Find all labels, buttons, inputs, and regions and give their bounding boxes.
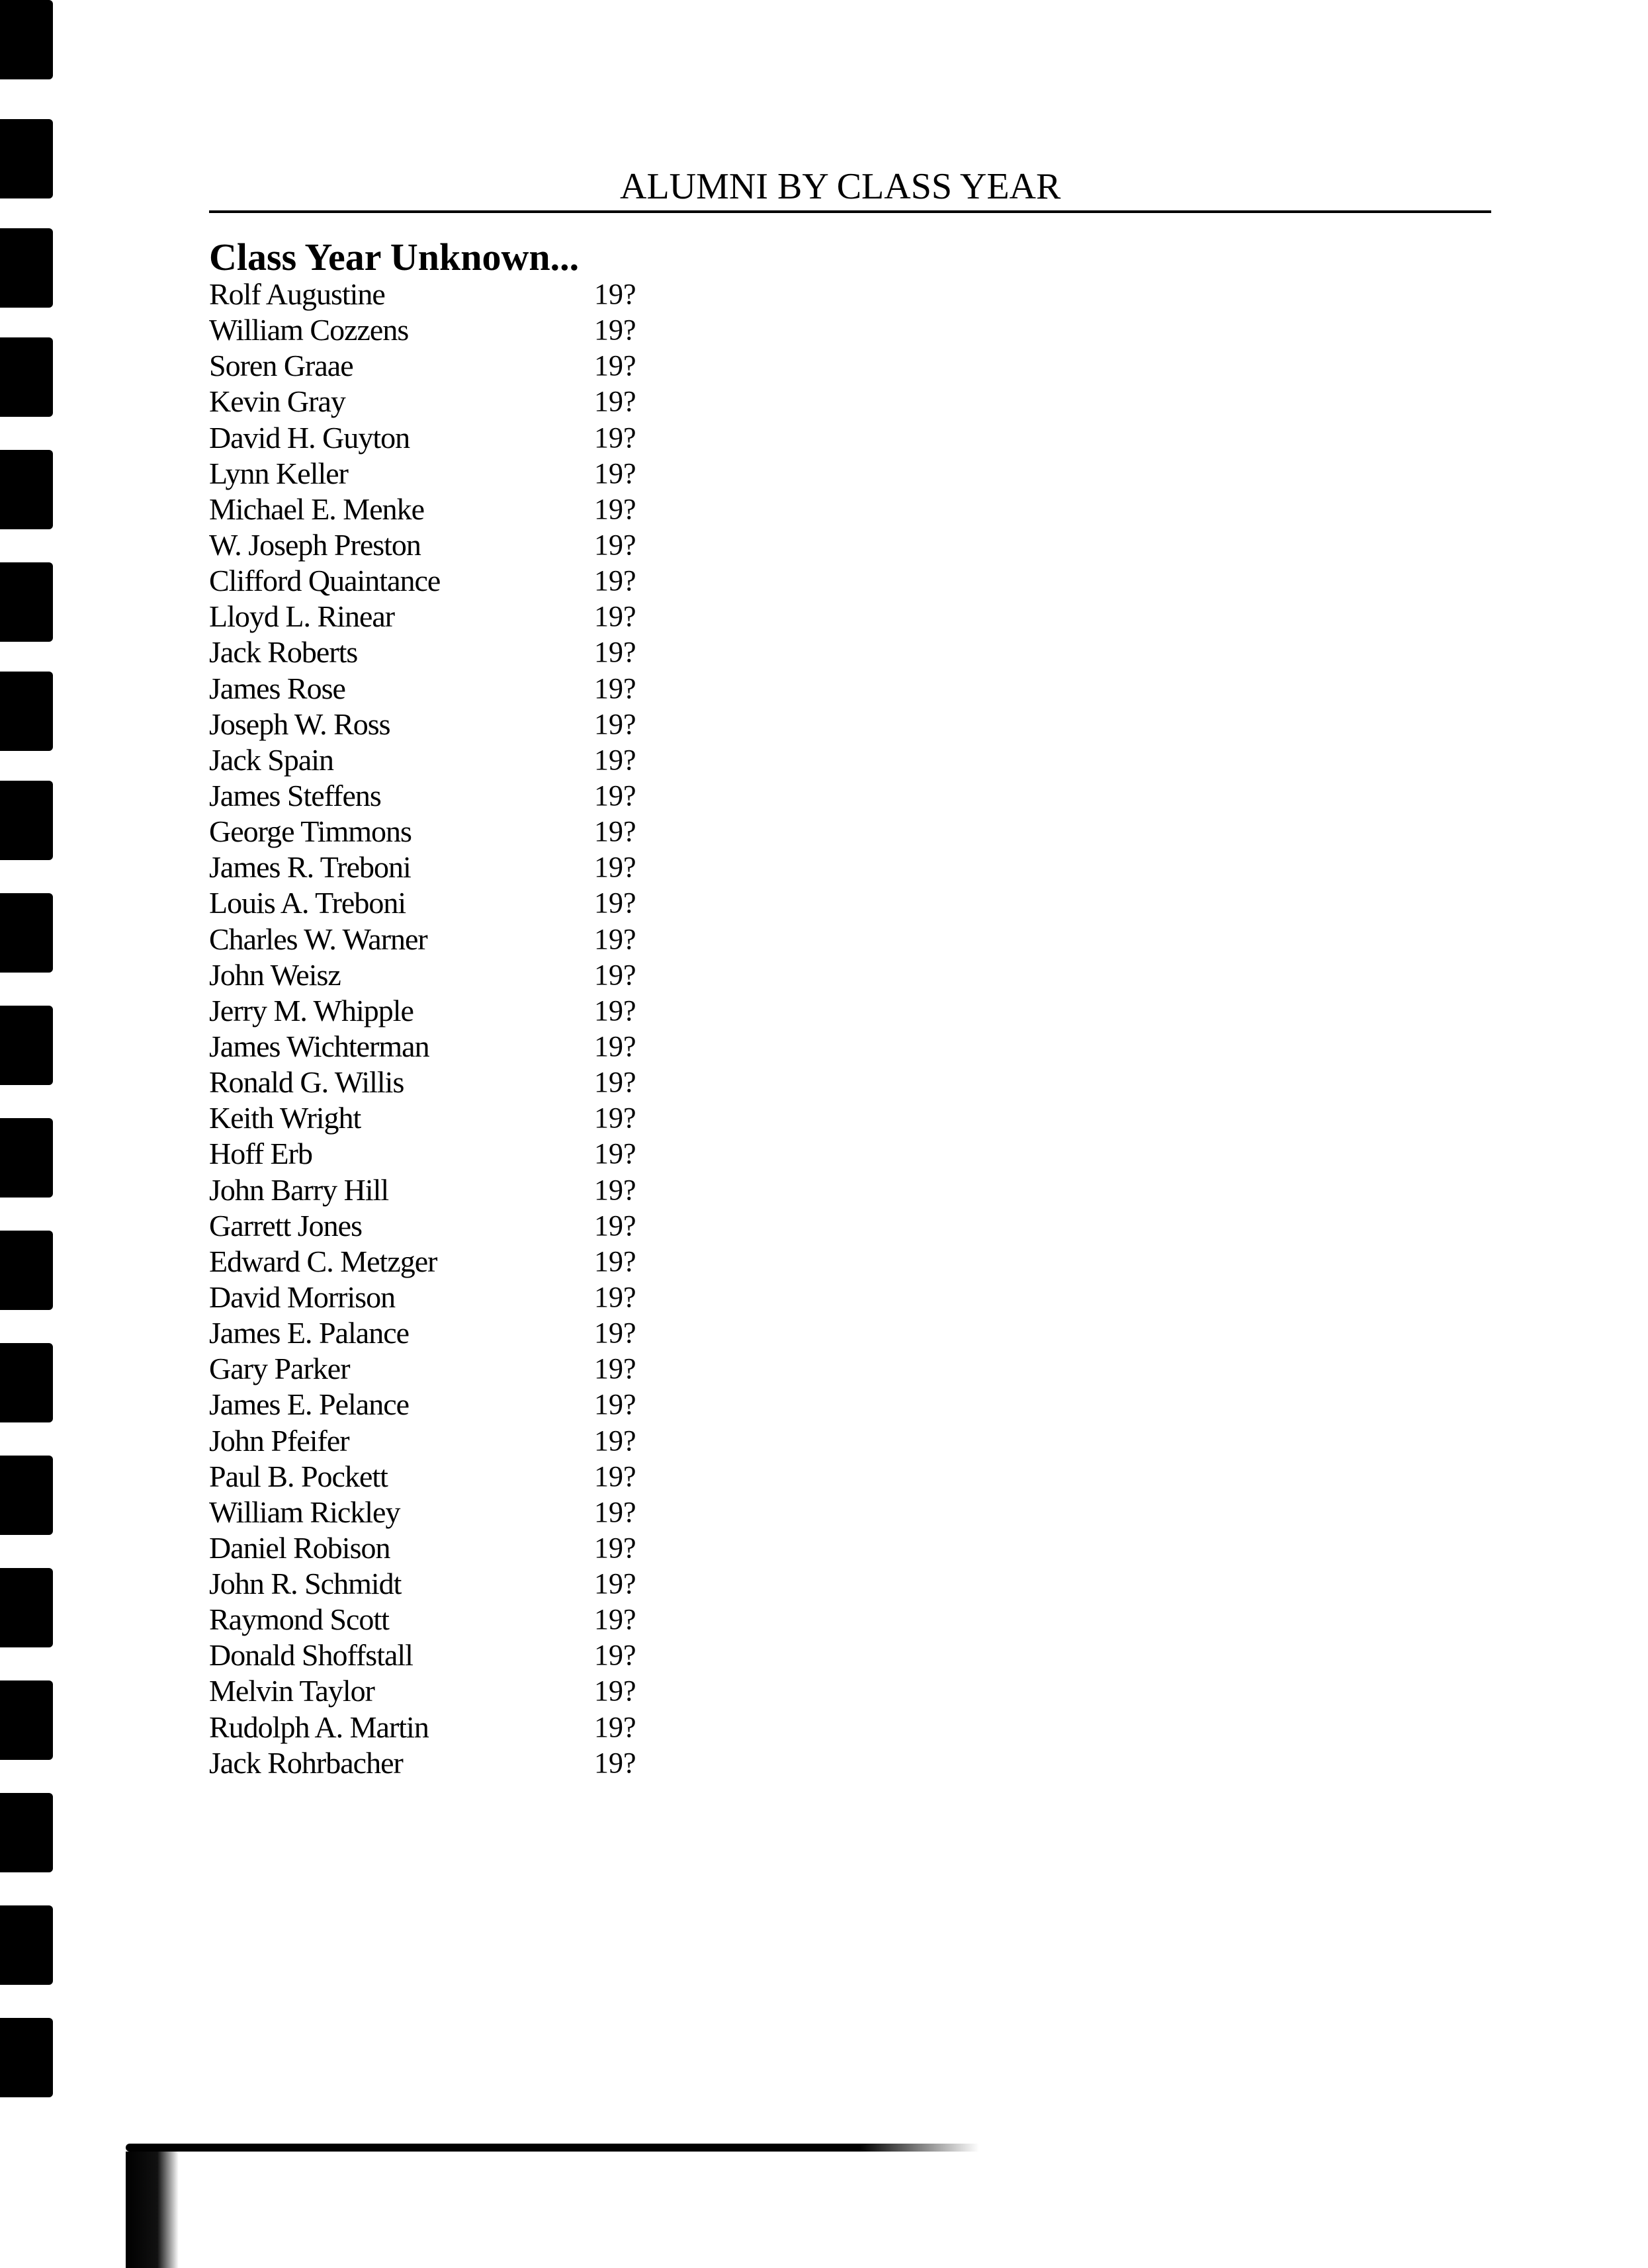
binding-hole [0, 1456, 53, 1535]
alumni-name: James E. Pelance [209, 1387, 410, 1422]
list-item [209, 527, 672, 563]
alumni-name: George Timmons [209, 814, 412, 849]
header-rule [209, 210, 1491, 213]
list-item [209, 1566, 672, 1602]
class-year: 19? [594, 314, 636, 347]
list-item [209, 1710, 672, 1745]
binding-hole [0, 1793, 53, 1872]
list-item [209, 1495, 672, 1530]
binding-hole [0, 228, 53, 308]
class-year: 19? [594, 278, 636, 310]
binding-hole [0, 337, 53, 417]
alumni-list [209, 277, 672, 1781]
spiral-binding [0, 0, 73, 2268]
class-year: 19? [594, 1209, 636, 1242]
class-year: 19? [594, 1710, 636, 1743]
page-bottom-edge-fade [860, 2144, 979, 2152]
list-item [209, 1530, 672, 1566]
class-year: 19? [594, 385, 636, 418]
class-year: 19? [594, 492, 636, 525]
list-item [209, 456, 672, 492]
alumni-name: Donald Shoffstall [209, 1638, 413, 1673]
list-item [209, 1280, 672, 1315]
binding-hole [0, 1006, 53, 1085]
class-year: 19? [594, 1531, 636, 1564]
class-year: 19? [594, 743, 636, 776]
binding-hole [0, 1118, 53, 1198]
list-item [209, 885, 672, 921]
alumni-name: Hoff Erb [209, 1137, 312, 1171]
alumni-name: James Wichterman [209, 1029, 429, 1063]
alumni-name: Jerry M. Whipple [209, 993, 413, 1027]
alumni-name: James R. Treboni [209, 850, 411, 885]
binding-hole [0, 2018, 53, 2097]
list-item [209, 778, 672, 814]
alumni-name: Louis A. Treboni [209, 886, 406, 920]
list-item [209, 1244, 672, 1280]
binding-hole [0, 1568, 53, 1647]
list-item [209, 1172, 672, 1208]
class-year: 19? [594, 1280, 636, 1313]
alumni-name: Gary Parker [209, 1352, 350, 1386]
alumni-name: Rolf Augustine [209, 277, 385, 311]
class-year: 19? [594, 564, 636, 597]
class-year: 19? [594, 1137, 636, 1170]
alumni-name: Joseph W. Ross [209, 707, 390, 741]
page-bottom-edge [126, 2144, 973, 2152]
alumni-name: Lynn Keller [209, 456, 348, 490]
alumni-name: James Steffens [209, 778, 381, 812]
list-item [209, 993, 672, 1029]
list-item [209, 420, 672, 456]
binding-hole [0, 1343, 53, 1422]
list-item [209, 1315, 672, 1351]
alumni-name: Jack Roberts [209, 635, 358, 670]
alumni-name: William Cozzens [209, 313, 409, 347]
list-item [209, 1423, 672, 1459]
binding-hole [0, 781, 53, 860]
alumni-name: Paul B. Pockett [209, 1459, 388, 1493]
class-year: 19? [594, 1746, 636, 1779]
alumni-name: John R. Schmidt [209, 1567, 402, 1601]
class-year: 19? [594, 421, 636, 454]
class-year: 19? [594, 1424, 636, 1457]
alumni-name: Melvin Taylor [209, 1674, 374, 1708]
alumni-name: Daniel Robison [209, 1530, 390, 1565]
list-item [209, 634, 672, 670]
binding-hole [0, 893, 53, 973]
alumni-name: Lloyd L. Rinear [209, 599, 395, 634]
alumni-name: David Morrison [209, 1280, 396, 1314]
list-item [209, 348, 672, 384]
list-item [209, 1100, 672, 1136]
class-year: 19? [594, 600, 636, 633]
alumni-name: Jack Spain [209, 742, 334, 777]
class-year: 19? [594, 887, 636, 920]
list-item [209, 707, 672, 742]
alumni-name: Charles W. Warner [209, 922, 427, 956]
class-year: 19? [594, 457, 636, 490]
alumni-name: John Weisz [209, 957, 341, 992]
class-year: 19? [594, 1567, 636, 1600]
alumni-name: William Rickley [209, 1495, 400, 1529]
class-year: 19? [594, 779, 636, 812]
list-item [209, 1351, 672, 1387]
alumni-name: John Pfeifer [209, 1423, 349, 1458]
class-year: 19? [594, 994, 636, 1027]
class-year: 19? [594, 528, 636, 561]
class-year: 19? [594, 672, 636, 705]
list-item [209, 1602, 672, 1637]
list-item [209, 384, 672, 419]
class-year: 19? [594, 1102, 636, 1135]
list-item [209, 1208, 672, 1244]
class-year: 19? [594, 815, 636, 848]
class-year: 19? [594, 1675, 636, 1708]
list-item [209, 742, 672, 778]
binding-hole [0, 450, 53, 529]
class-year: 19? [594, 851, 636, 884]
alumni-name: Garrett Jones [209, 1208, 362, 1243]
binding-hole [0, 1231, 53, 1310]
alumni-name: Michael E. Menke [209, 492, 425, 526]
binding-hole [0, 562, 53, 642]
alumni-name: Jack Rohrbacher [209, 1745, 403, 1780]
list-item [209, 922, 672, 957]
class-year: 19? [594, 1066, 636, 1099]
list-item [209, 814, 672, 850]
list-item [209, 1136, 672, 1172]
list-item [209, 957, 672, 993]
alumni-name: W. Joseph Preston [209, 527, 421, 562]
list-item [209, 1387, 672, 1422]
class-year: 19? [594, 922, 636, 955]
binding-hole [0, 672, 53, 751]
list-item [209, 563, 672, 599]
list-item [209, 1637, 672, 1673]
class-year: 19? [594, 1173, 636, 1206]
list-item [209, 850, 672, 885]
section-heading: Class Year Unknown... [209, 236, 580, 279]
alumni-name: Keith Wright [209, 1101, 361, 1135]
class-year: 19? [594, 1317, 636, 1350]
class-year: 19? [594, 636, 636, 669]
list-item [209, 312, 672, 348]
list-item [209, 1673, 672, 1709]
alumni-name: Rudolph A. Martin [209, 1710, 429, 1744]
list-item [209, 1745, 672, 1781]
class-year: 19? [594, 707, 636, 740]
alumni-name: Soren Graae [209, 349, 353, 383]
class-year: 19? [594, 1460, 636, 1493]
alumni-name: James Rose [209, 671, 345, 705]
binding-hole [0, 1680, 53, 1760]
list-item [209, 277, 672, 312]
list-item [209, 1065, 672, 1100]
alumni-name: John Barry Hill [209, 1172, 389, 1207]
page-corner-shadow [126, 2152, 179, 2268]
class-year: 19? [594, 1495, 636, 1528]
list-item [209, 599, 672, 634]
class-year: 19? [594, 958, 636, 991]
list-item [209, 1029, 672, 1065]
binding-hole [0, 1905, 53, 1985]
class-year: 19? [594, 1352, 636, 1385]
class-year: 19? [594, 1639, 636, 1672]
alumni-name: Edward C. Metzger [209, 1244, 437, 1278]
alumni-name: Ronald G. Willis [209, 1065, 404, 1100]
binding-hole [0, 119, 53, 198]
list-item [209, 1459, 672, 1495]
class-year: 19? [594, 1388, 636, 1421]
list-item [209, 671, 672, 707]
class-year: 19? [594, 349, 636, 382]
alumni-name: Kevin Gray [209, 384, 345, 419]
class-year: 19? [594, 1029, 636, 1063]
page-title: ALUMNI BY CLASS YEAR [620, 166, 1061, 207]
list-item [209, 492, 672, 527]
class-year: 19? [594, 1244, 636, 1278]
alumni-name: Raymond Scott [209, 1602, 389, 1637]
alumni-name: James E. Palance [209, 1316, 410, 1350]
class-year: 19? [594, 1603, 636, 1636]
alumni-name: David H. Guyton [209, 420, 410, 455]
binding-hole [0, 0, 53, 79]
alumni-name: Clifford Quaintance [209, 564, 441, 598]
